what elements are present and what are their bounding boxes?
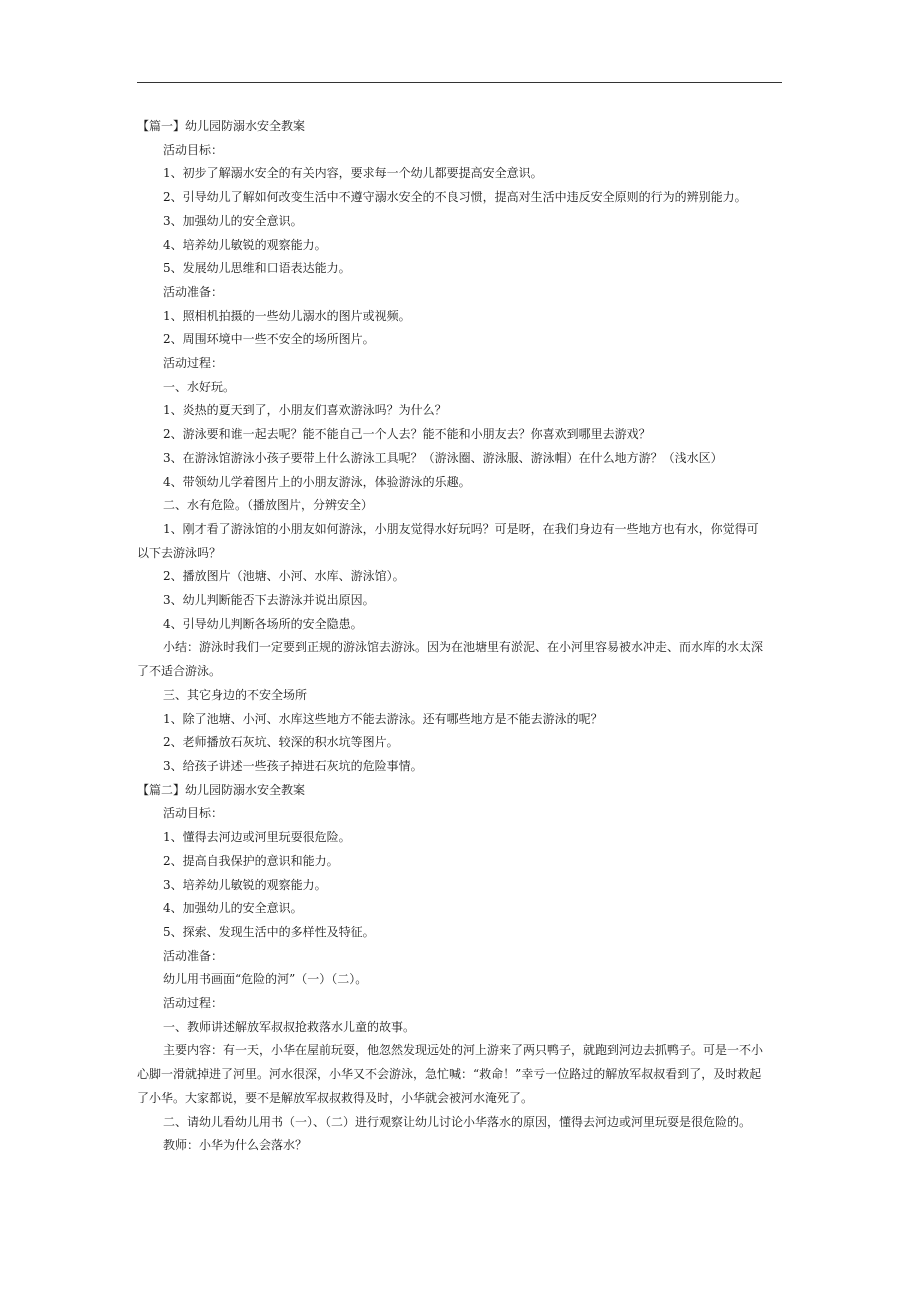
- text-line: 了小华。大家都说，要不是解放军叔叔救得及时，小华就会被河水淹死了。: [137, 1090, 534, 1105]
- text-line: 教师：小华为什么会落水？: [163, 1138, 308, 1153]
- text-line: 2、周围环境中一些不安全的场所图片。: [163, 332, 375, 347]
- text-line: 1、初步了解溺水安全的有关内容，要求每一个幼儿都要提高安全意识。: [163, 166, 543, 181]
- text-line: 4、加强幼儿的安全意识。: [163, 901, 303, 916]
- text-line: 4、带领幼儿学着图片上的小朋友游泳，体验游泳的乐趣。: [163, 474, 471, 489]
- text-line: 2、提高自我保护的意识和能力。: [163, 853, 339, 868]
- text-line: 5、发展幼儿思维和口语表达能力。: [163, 261, 351, 276]
- text-line: 一、教师讲述解放军叔叔抢救落水儿童的故事。: [163, 1019, 416, 1034]
- text-line: 5、探索、发现生活中的多样性及特征。: [163, 924, 375, 939]
- header-rule: [137, 82, 782, 83]
- text-line: 三、其它身边的不安全场所: [163, 687, 308, 702]
- text-line: 1、除了池塘、小河、水库这些地方不能去游泳。还有哪些地方是不能去游泳的呢？: [163, 711, 603, 726]
- text-line: 幼儿用书画面“危险的河”（一）（二）。: [163, 972, 368, 987]
- text-line: 活动过程：: [163, 996, 224, 1011]
- text-line: 活动目标：: [163, 142, 224, 157]
- text-line: 主要内容：有一天，小华在屋前玩耍，他忽然发现远处的河上游来了两只鸭子，就跑到河边去抓鸭子。可是一不小: [163, 1043, 764, 1058]
- text-line: 心脚一滑就掉进了河里。河水很深，小华又不会游泳，急忙喊：“救命！”幸亏一位路过的解放军叔叔看到了，及时救起: [137, 1067, 762, 1082]
- text-line: 2、引导幼儿了解如何改变生活中不遵守溺水安全的不良习惯，提高对生活中违反安全原则的行为的辨别能力。: [163, 190, 747, 205]
- text-line: 3、给孩子讲述一些孩子掉进石灰坑的危险事情。: [163, 758, 423, 773]
- text-line: 2、播放图片（池塘、小河、水库、游泳馆）。: [163, 569, 405, 584]
- text-line: 小结：游泳时我们一定要到正规的游泳馆去游泳。因为在池塘里有淤泥、在小河里容易被水冲走、而水库的水太深: [163, 640, 764, 655]
- text-line: 活动过程：: [163, 356, 224, 371]
- text-line: 一、水好玩。: [163, 379, 236, 394]
- text-line: 1、照相机拍摄的一些幼儿溺水的图片或视频。: [163, 308, 411, 323]
- text-line: 二、水有危险。（播放图片，分辨安全）: [163, 498, 374, 513]
- section-heading: 【篇二】幼儿园防溺水安全教案: [137, 782, 306, 797]
- text-line: 1、懂得去河边或河里玩耍很危险。: [163, 830, 351, 845]
- text-line: 3、在游泳馆游泳小孩子要带上什么游泳工具呢？（游泳圈、游泳服、游泳帽）在什么地方游？（浅水区）: [163, 450, 723, 465]
- text-line: 1、刚才看了游泳馆的小朋友如何游泳，小朋友觉得水好玩吗？可是呀，在我们身边有一些地方也有水，你觉得可: [163, 521, 759, 536]
- document-body: [137, 115, 787, 1158]
- text-line: 1、炎热的夏天到了，小朋友们喜欢游泳吗？为什么？: [163, 403, 447, 418]
- section-heading: 【篇一】幼儿园防溺水安全教案: [137, 119, 306, 133]
- text-line: 3、幼儿判断能否下去游泳并说出原因。: [163, 593, 375, 608]
- text-line: 活动准备：: [163, 948, 224, 963]
- text-line: 4、引导幼儿判断各场所的安全隐患。: [163, 616, 363, 631]
- text-line: 2、老师播放石灰坑、较深的积水坑等图片。: [163, 735, 399, 750]
- text-line: 3、培养幼儿敏锐的观察能力。: [163, 877, 327, 892]
- text-line: 4、培养幼儿敏锐的观察能力。: [163, 237, 327, 252]
- text-line: 二、请幼儿看幼儿用书（一）、（二）进行观察让幼儿讨论小华落水的原因，懂得去河边或河里玩耍是很危险的。: [163, 1114, 752, 1129]
- text-line: 2、游泳要和谁一起去呢？能不能自己一个人去？能不能和小朋友去？你喜欢到哪里去游戏？: [163, 427, 651, 442]
- text-line: 以下去游泳吗？: [137, 545, 222, 560]
- text-line: 3、加强幼儿的安全意识。: [163, 213, 303, 228]
- text-line: 了不适合游泳。: [137, 664, 222, 679]
- text-line: 活动目标：: [163, 806, 224, 821]
- text-line: 活动准备：: [163, 284, 224, 299]
